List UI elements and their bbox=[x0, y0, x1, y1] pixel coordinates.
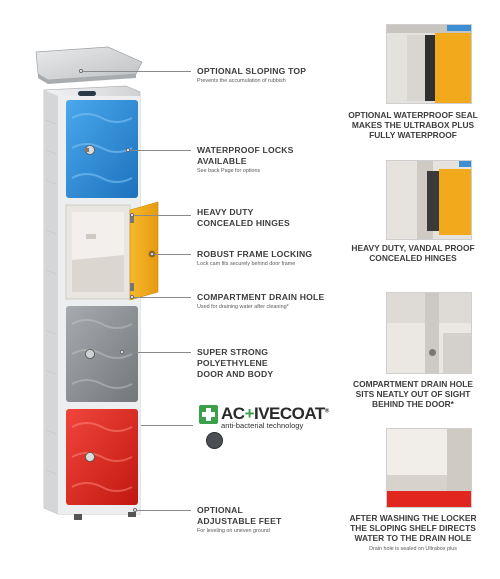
label-polyethylene-1: SUPER STRONG bbox=[197, 347, 269, 357]
leader-line-drain-hole bbox=[134, 297, 191, 298]
panel2-line2: CONCEALED HINGES bbox=[369, 253, 457, 263]
leader-line-frame-locking bbox=[154, 254, 191, 255]
sub-waterproof-locks: See back Page for options bbox=[197, 168, 261, 174]
panel4-line2: THE SLOPING SHELF DIRECTS bbox=[350, 523, 476, 533]
activecoat-wordmark: AC+IVECOAT® bbox=[221, 404, 329, 423]
label-polyethylene-2: POLYETHYLENE bbox=[197, 358, 268, 368]
label-frame-locking: ROBUST FRAME LOCKING bbox=[197, 249, 313, 259]
label-feet-1: OPTIONAL bbox=[197, 505, 243, 515]
activecoat-cross-icon bbox=[199, 405, 218, 424]
panel4-note: Drain hole is sealed on Ultrabox plus bbox=[369, 546, 457, 552]
panel1-line3: FULLY WATERPROOF bbox=[369, 130, 457, 140]
open-compartment bbox=[66, 205, 130, 299]
label-drain-hole: COMPARTMENT DRAIN HOLE bbox=[197, 292, 325, 302]
panel2-line1: HEAVY DUTY, VANDAL PROOF bbox=[351, 243, 475, 253]
label-hinges-1: HEAVY DUTY bbox=[197, 207, 254, 217]
panel1-line1: OPTIONAL WATERPROOF SEAL bbox=[348, 110, 478, 120]
panel3-line1: COMPARTMENT DRAIN HOLE bbox=[353, 379, 473, 389]
activecoat-logo bbox=[199, 404, 329, 430]
label-feet-2: ADJUSTABLE FEET bbox=[197, 516, 282, 526]
photo-sloping-shelf bbox=[386, 428, 472, 508]
activecoat-tagline: anti-bacterial technology bbox=[221, 421, 304, 430]
photo-waterproof-seal bbox=[386, 24, 472, 104]
red-door bbox=[66, 409, 138, 505]
sub-sloping-top: Prevents the accumulation of rubbish bbox=[197, 78, 286, 84]
leader-line-polyethylene bbox=[124, 352, 191, 353]
label-waterproof-locks-1: WATERPROOF LOCKS bbox=[197, 145, 294, 155]
sub-drain-hole: Used for draining water after cleaning* bbox=[197, 304, 289, 310]
sloping-top bbox=[36, 47, 142, 84]
leader-line-sloping-top bbox=[83, 71, 191, 72]
grey-door bbox=[66, 306, 138, 402]
orange-door bbox=[130, 202, 158, 300]
sub-feet: For leveling on uneven ground bbox=[197, 528, 270, 534]
panel3-line2: SITS NEATLY OUT OF SIGHT bbox=[355, 389, 471, 399]
label-sloping-top: OPTIONAL SLOPING TOP bbox=[197, 66, 307, 76]
leader-line-feet bbox=[137, 510, 191, 511]
leader-line-hinges bbox=[134, 215, 191, 216]
leader-line-activecoat bbox=[141, 425, 193, 426]
certification-seal-icon bbox=[206, 432, 223, 449]
leader-line-waterproof-locks bbox=[130, 150, 191, 151]
panel3-line3: BEHIND THE DOOR* bbox=[372, 399, 454, 409]
sub-frame-locking: Lock cam fits securely behind door frame bbox=[197, 261, 296, 267]
panel1-line2: MAKES THE ULTRABOX PLUS bbox=[351, 120, 475, 130]
panel4-line3: WATER TO THE DRAIN HOLE bbox=[354, 533, 472, 543]
panel4-line1: AFTER WASHING THE LOCKER bbox=[349, 513, 477, 523]
photo-concealed-hinges bbox=[386, 160, 472, 240]
label-polyethylene-3: DOOR AND BODY bbox=[197, 369, 274, 379]
label-hinges-2: CONCEALED HINGES bbox=[197, 218, 290, 228]
label-waterproof-locks-2: AVAILABLE bbox=[197, 156, 247, 166]
photo-drain-hole bbox=[386, 292, 472, 374]
